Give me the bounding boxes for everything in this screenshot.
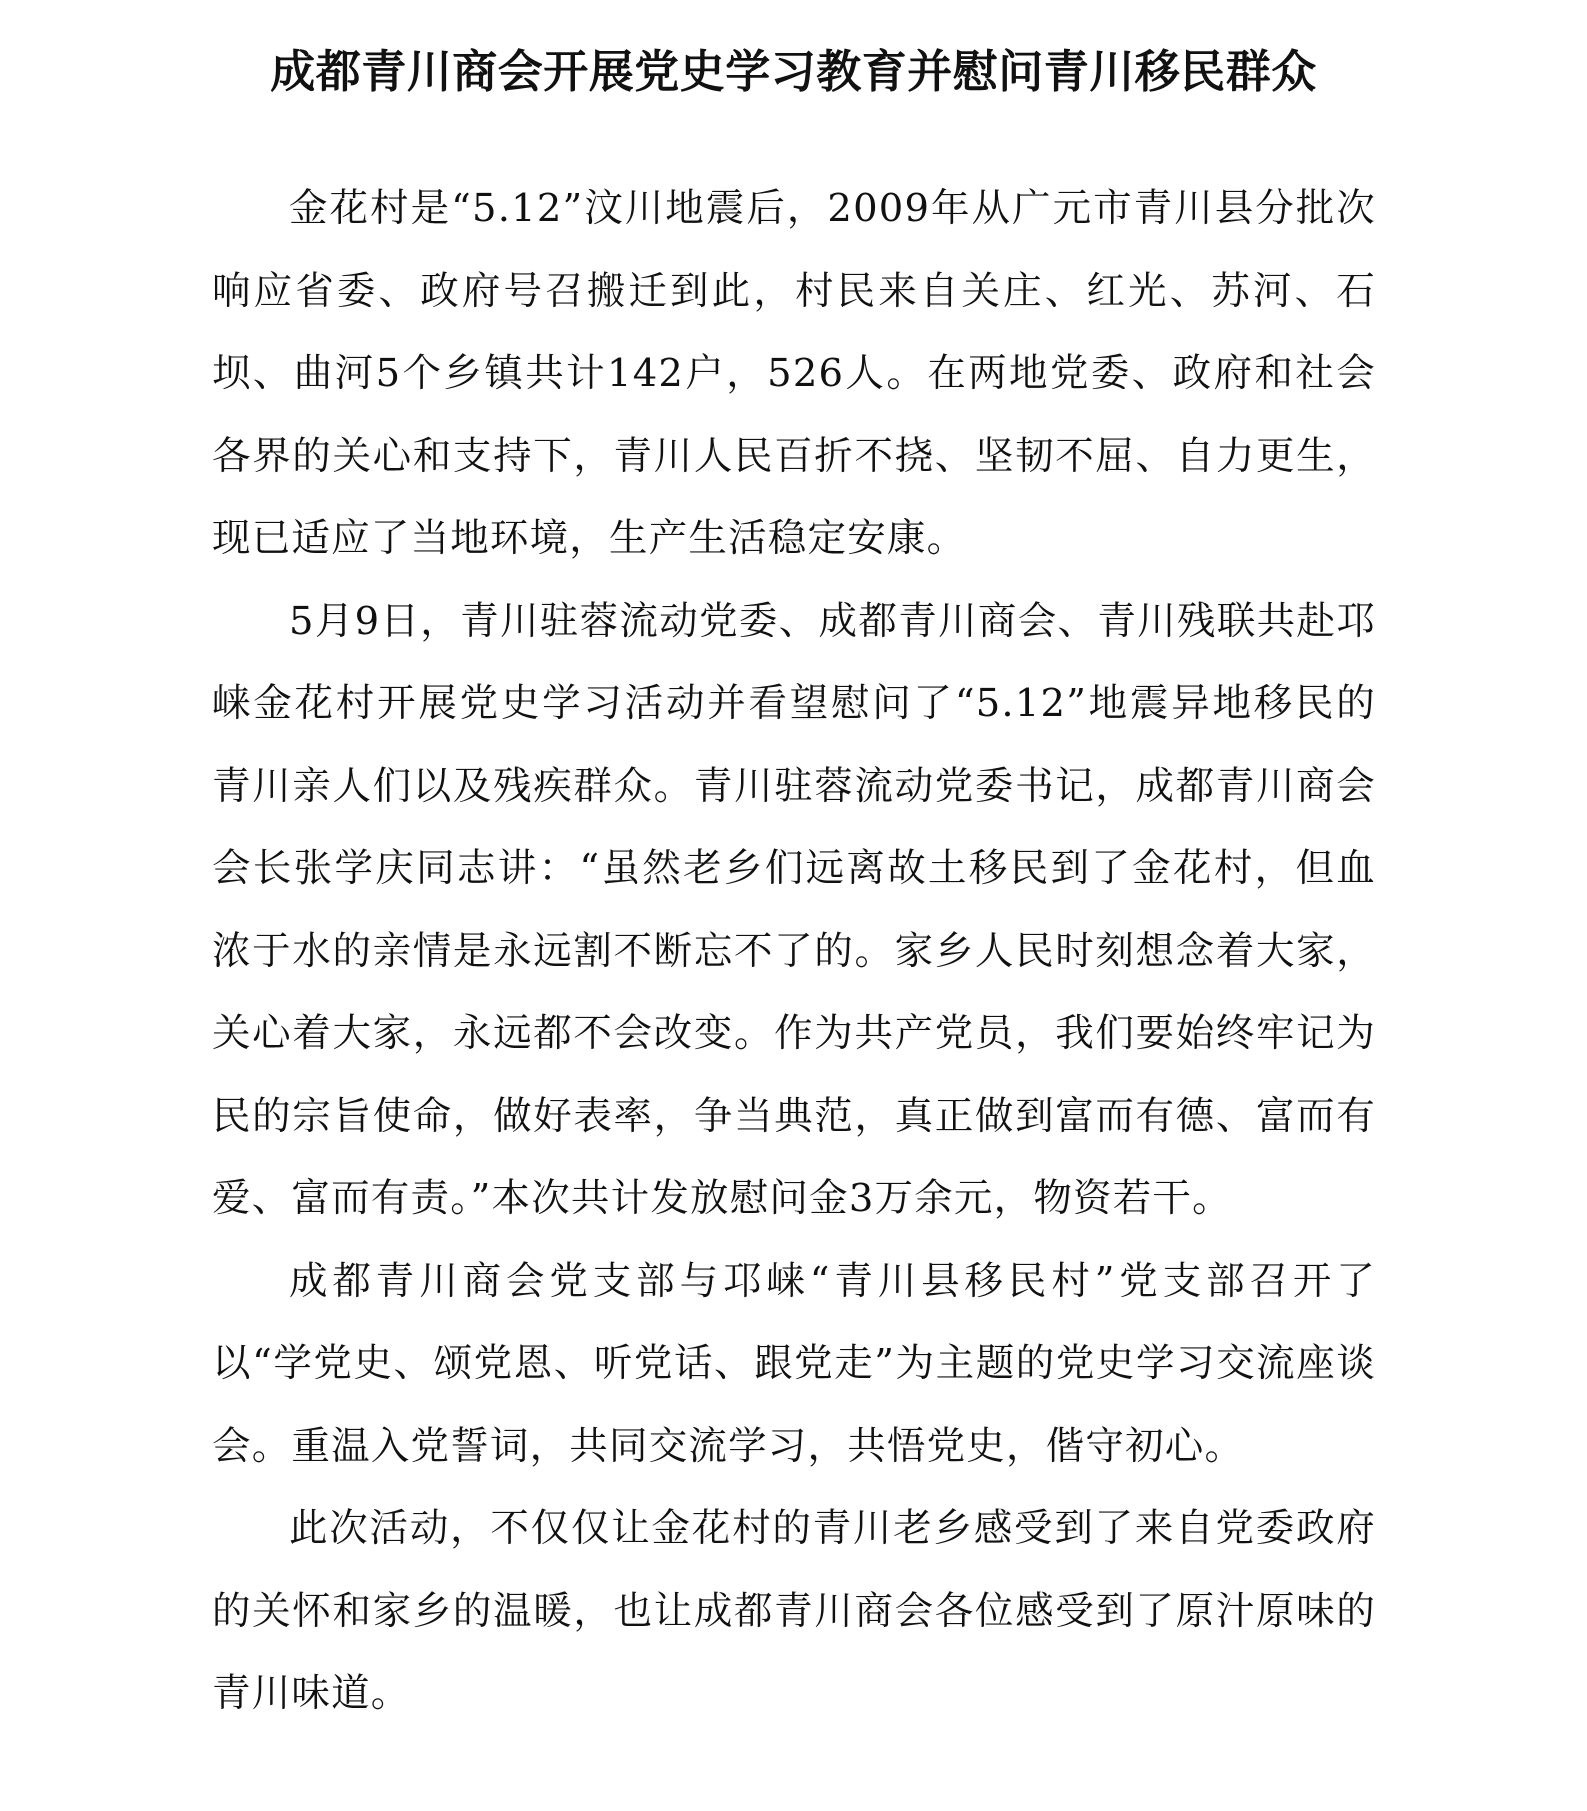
document-body — [212, 168, 1376, 1736]
paragraph-4: 此次活动，不仅仅让金花村的青川老乡感受到了来自党委政府的关怀和家乡的温暖，也让成都青川商会各位感受到了原汁原味的青川味道。 — [212, 1506, 1376, 1716]
paragraph-1: 金花村是“5.12”汶川地震后，2009年从广元市青川县分批次响应省委、政府号召搬迁到此，村民来自关庄、红光、苏河、石坝、曲河5个乡镇共计142户，526人。在两地党委、政府和社会各界的关心和支持下，青川人民百折不挠、坚韧不屈、自力更生，现已适应了当地环境，生产生活稳定安康。 — [212, 186, 1376, 561]
paragraph-2: 5月9日，青川驻蓉流动党委、成都青川商会、青川残联共赴邛崃金花村开展党史学习活动并看望慰问了“5.12”地震异地移民的青川亲人们以及残疾群众。青川驻蓉流动党委书记，成都青川商会会长张学庆同志讲：“虽然老乡们远离故土移民到了金花村，但血浓于水的亲情是永远割不断忘不了的。家乡人民时刻想念着大家，关心着大家，永远都不会改变。作为共产党员，我们要始终牢记为民的宗旨使命，做好表率，争当典范，真正做到富而有德、富而有爱、富而有责。”本次共计发放慰问金3万余元，物资若干。 — [212, 598, 1376, 1221]
document-title: 成都青川商会开展党史学习教育并慰问青川移民群众 — [270, 45, 1317, 99]
paragraph-3: 成都青川商会党支部与邛崃“青川县移民村”党支部召开了以“学党史、颂党恩、听党话、跟党走”为主题的党史学习交流座谈会。重温入党誓词，共同交流学习，共悟党史，偕守初心。 — [212, 1258, 1376, 1469]
